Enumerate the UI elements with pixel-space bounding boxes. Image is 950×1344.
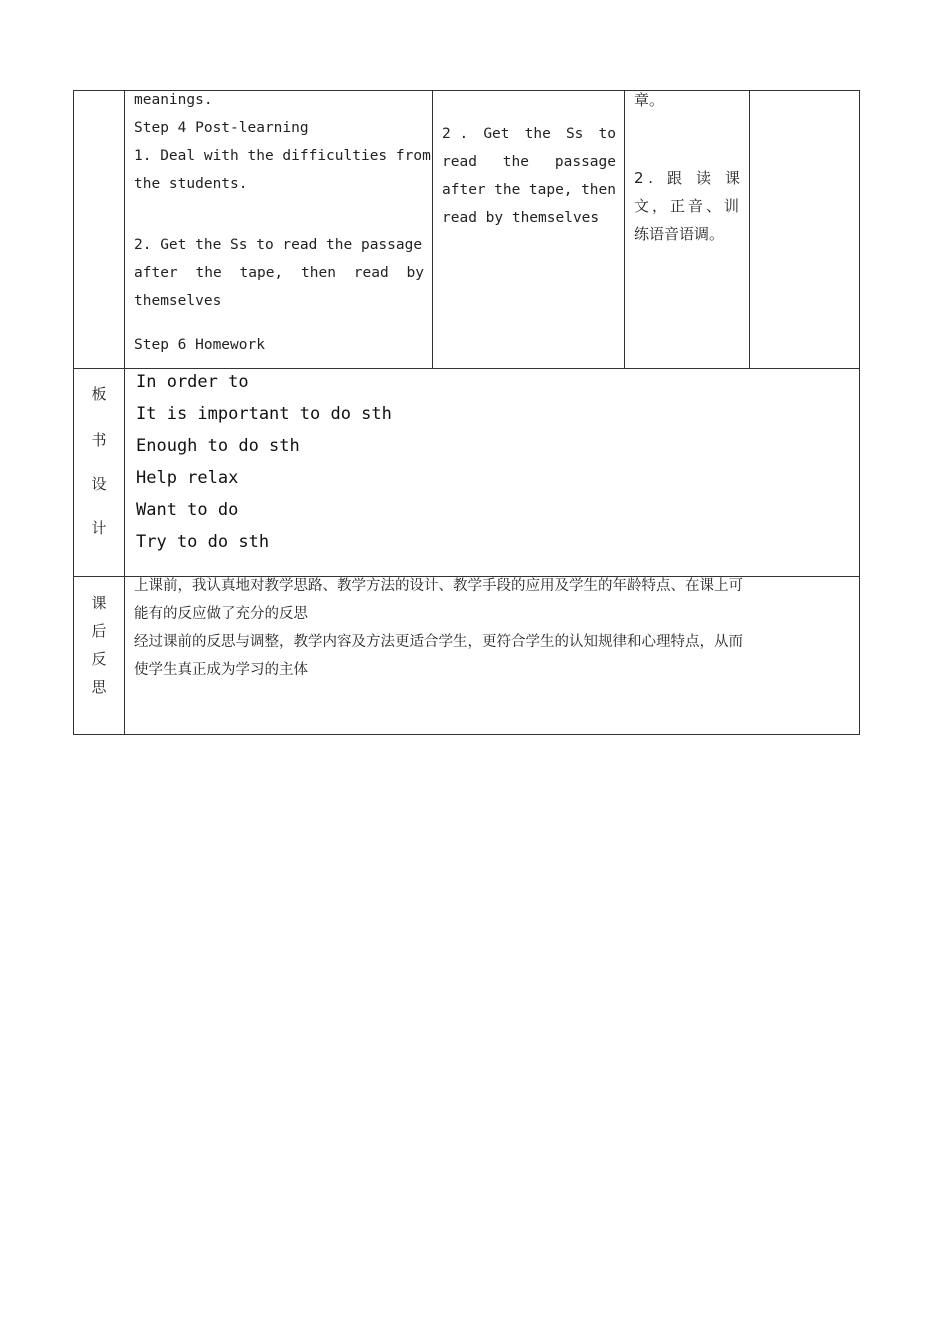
word: tape, (239, 265, 284, 281)
board-line: Try to do sth (136, 532, 270, 552)
word: 跟 (667, 169, 683, 187)
word: the (494, 182, 521, 198)
table-col-divider-4 (749, 90, 750, 368)
reflection-line: 上课前，我认真地对教学思路、教学方法的设计、教学手段的应用及学生的年龄特点、在课上可 (134, 578, 743, 594)
reflection-label-char: 思 (91, 678, 107, 696)
word: read (442, 154, 477, 170)
reflection-line: 使学生真正成为学习的主体 (134, 662, 308, 678)
reflection-label-char: 后 (91, 622, 107, 640)
word: 2 . (634, 169, 654, 187)
student-line-3: 文，正音、训 (634, 197, 743, 215)
board-line: In order to (136, 372, 249, 392)
steps-line-students: the students. (134, 176, 248, 192)
word: Ss (565, 126, 584, 142)
word: then (301, 265, 336, 281)
activity-line-4: read by themselves (442, 210, 600, 226)
board-line: Want to do (136, 500, 239, 520)
board-line: It is important to do sth (136, 404, 392, 424)
steps-line-step6-homework: Step 6 Homework (134, 337, 265, 353)
word: the (524, 126, 551, 142)
board-label-char: 计 (91, 519, 107, 537)
word: read (353, 265, 389, 281)
steps-line-get-ss: 2. Get the Ss to read the passage (134, 237, 423, 253)
board-label-char: 设 (91, 475, 107, 493)
word: by (406, 265, 424, 281)
activity-line-3 (442, 176, 616, 204)
table-col-divider-2 (432, 90, 433, 368)
word: 读 (696, 169, 712, 187)
steps-line-meanings: meanings. (134, 92, 213, 108)
board-line: Help relax (136, 468, 239, 488)
word: Get (483, 126, 510, 142)
table-col-divider-3 (624, 90, 625, 368)
table-label-column-divider (124, 90, 125, 735)
word: passage (554, 154, 616, 170)
student-line-2 (634, 164, 740, 192)
reflection-label-char: 课 (91, 594, 107, 612)
activity-line-2 (442, 148, 616, 176)
reflection-line: 经过课前的反思与调整，教学内容及方法更适合学生，更符合学生的认知规律和心理特点，从而 (134, 634, 743, 650)
word: the (502, 154, 529, 170)
board-line: Enough to do sth (136, 436, 300, 456)
word: to (598, 126, 616, 142)
steps-line-themselves: themselves (134, 293, 222, 309)
word: 2 . (442, 126, 469, 142)
board-label-char: 板 (91, 385, 107, 403)
word: tape, (528, 182, 573, 198)
word: after (442, 182, 486, 198)
table-bottom-border (73, 734, 860, 735)
steps-line-after-tape (134, 259, 424, 287)
reflection-label-char: 反 (91, 650, 107, 668)
activity-line-1 (442, 120, 616, 148)
steps-line-deal: 1. Deal with the difficulties from (134, 148, 431, 164)
steps-line-step4: Step 4 Post-learning (134, 120, 309, 136)
board-label-char: 书 (91, 431, 107, 449)
reflection-line: 能有的反应做了充分的反思 (134, 606, 308, 622)
table-right-border (859, 90, 860, 735)
word: after (134, 265, 178, 281)
word: then (581, 182, 616, 198)
student-line-4: 练语音语调。 (634, 225, 725, 243)
word: the (195, 265, 222, 281)
student-line-1: 章。 (634, 91, 665, 109)
word: 课 (724, 169, 740, 187)
